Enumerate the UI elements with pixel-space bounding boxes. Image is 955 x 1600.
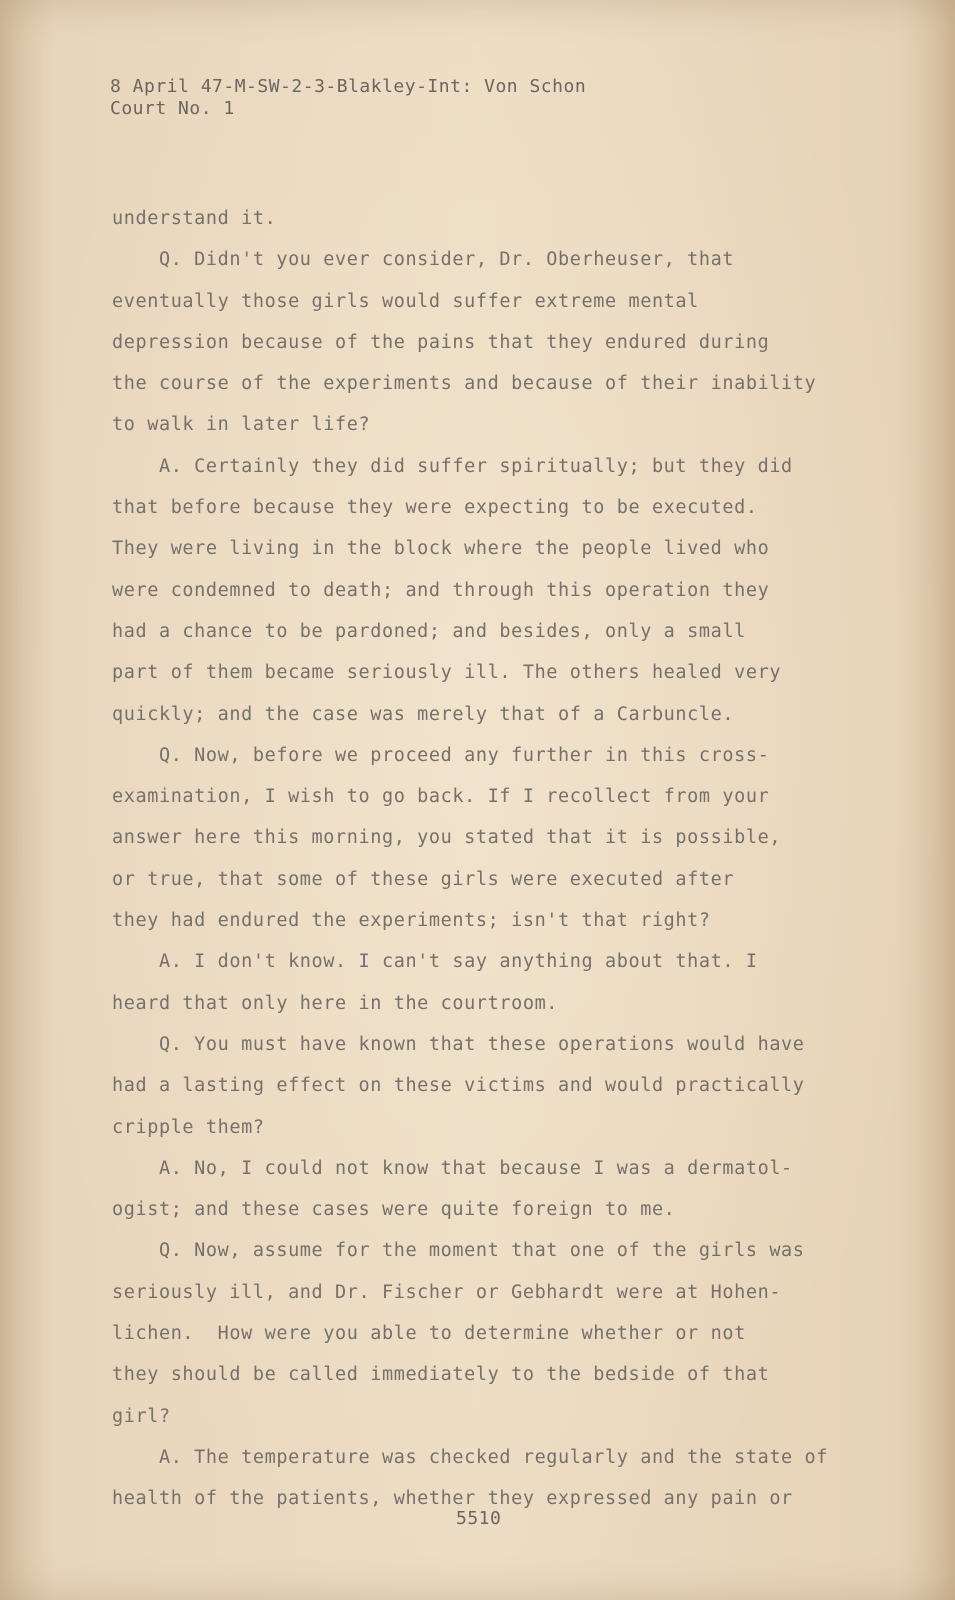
transcript-line: they had endured the experiments; isn't that right? [112, 910, 711, 932]
transcript-line: they should be called immediately to the bedside of that [112, 1364, 770, 1386]
transcript-line: Q. Now, assume for the moment that one of the girls was [112, 1240, 805, 1262]
document-header [110, 76, 586, 120]
transcript-line: A. Certainly they did suffer spiritually; but they did [112, 455, 793, 477]
transcript-line: A. The temperature was checked regularly and the state of [112, 1446, 829, 1468]
transcript-line: Q. You must have known that these operations would have [112, 1033, 805, 1055]
transcript-line: quickly; and the case was merely that of a Carbuncle. [112, 703, 735, 725]
transcript-line: seriously ill, and Dr. Fischer or Gebhardt were at Hohen- [112, 1281, 782, 1303]
transcript-line: heard that only here in the courtroom. [112, 992, 559, 1014]
transcript-line: girl? [112, 1405, 171, 1427]
transcript-line: Q. Didn't you ever consider, Dr. Oberheuser, that [112, 249, 735, 271]
transcript-line: cripple them? [112, 1116, 265, 1138]
transcript-line: answer here this morning, you stated that it is possible, [112, 827, 782, 849]
page-number: 5510 [456, 1508, 502, 1529]
transcript-line: examination, I wish to go back. If I recollect from your [112, 786, 770, 808]
header-line-court: Court No. 1 [110, 98, 235, 119]
transcript-line: Q. Now, before we proceed any further in this cross- [112, 744, 770, 766]
transcript-body [112, 198, 852, 1520]
transcript-line: were condemned to death; and through this operation they [112, 579, 770, 601]
transcript-line: lichen. How were you able to determine whether or not [112, 1323, 746, 1345]
transcript-line: that before because they were expecting to be executed. [112, 497, 758, 519]
transcript-line: They were living in the block where the people lived who [112, 538, 770, 560]
transcript-line: the course of the experiments and because of their inability [112, 373, 817, 395]
transcript-line: to walk in later life? [112, 414, 371, 436]
transcript-line: health of the patients, whether they expressed any pain or [112, 1488, 793, 1510]
transcript-line: or true, that some of these girls were executed after [112, 868, 735, 890]
transcript-line: depression because of the pains that they endured during [112, 331, 770, 353]
transcript-line: had a chance to be pardoned; and besides, only a small [112, 620, 746, 642]
transcript-line: part of them became seriously ill. The others healed very [112, 662, 782, 684]
transcript-line: understand it. [112, 208, 277, 229]
transcript-line: A. No, I could not know that because I was a dermatol- [112, 1157, 793, 1179]
transcript-line: ogist; and these cases were quite foreign to me. [112, 1199, 676, 1221]
transcript-line: eventually those girls would suffer extreme mental [112, 290, 699, 312]
header-line-date-case: 8 April 47-M-SW-2-3-Blakley-Int: Von Schon [110, 76, 587, 97]
transcript-line: had a lasting effect on these victims and would practically [112, 1075, 805, 1097]
transcript-line: A. I don't know. I can't say anything about that. I [112, 951, 758, 973]
